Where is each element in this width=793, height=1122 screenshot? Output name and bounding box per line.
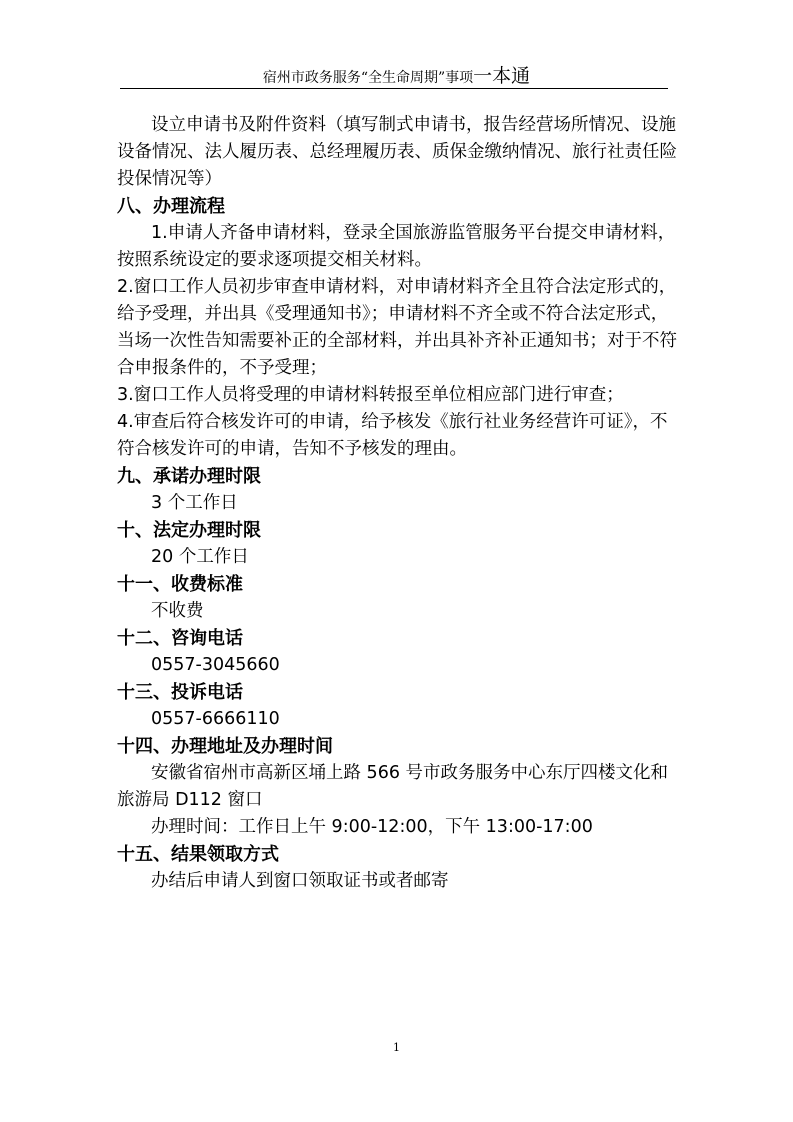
document-body xyxy=(117,112,677,895)
section-13-title: 十三、投诉电话 xyxy=(117,682,243,703)
section-8-title: 八、办理流程 xyxy=(117,196,225,217)
process-step-4: 4.审查后符合核发许可的申请，给予核发《旅行社业务经营许可证》，不符合核发许可的申请，告知不予核发的理由。 xyxy=(117,412,668,459)
process-step-1: 1.申请人齐备申请材料，登录全国旅游监管服务平台提交申请材料，按照系统设定的要求逐项提交相关材料。 xyxy=(117,223,676,270)
section-14-title: 十四、办理地址及办理时间 xyxy=(117,736,333,757)
section-10-title: 十、法定办理时限 xyxy=(117,520,261,541)
intro-paragraph: 设立申请书及附件资料（填写制式申请书，报告经营场所情况、设施设备情况、法人履历表、总经理履历表、质保金缴纳情况、旅行社责任险投保情况等） xyxy=(117,115,677,189)
header-divider xyxy=(120,88,668,89)
fee-standard: 不收费 xyxy=(151,601,204,621)
promised-time-limit: 3 个工作日 xyxy=(151,493,238,513)
header-title-tail: 一本通 xyxy=(473,65,531,87)
result-collection: 办结后申请人到窗口领取证书或者邮寄 xyxy=(151,871,449,891)
process-step-3: 3.窗口工作人员将受理的申请材料转报至单位相应部门进行审查； xyxy=(117,385,624,405)
section-15-title: 十五、结果领取方式 xyxy=(117,844,279,865)
page-number: 1 xyxy=(393,1041,400,1054)
office-address: 安徽省宿州市高新区埇上路 566 号市政务服务中心东厅四楼文化和旅游局 D112 窗口 xyxy=(117,763,669,810)
consult-phone: 0557-3045660 xyxy=(151,655,280,675)
section-12-title: 十二、咨询电话 xyxy=(117,628,243,649)
section-11-title: 十一、收费标准 xyxy=(117,574,243,595)
section-9-title: 九、承诺办理时限 xyxy=(117,466,261,487)
legal-time-limit: 20 个工作日 xyxy=(151,547,249,567)
office-hours: 办理时间：工作日上午 9:00-12:00，下午 13:00-17:00 xyxy=(151,817,593,837)
page-header xyxy=(0,61,793,88)
complaint-phone: 0557-6666110 xyxy=(151,709,280,729)
process-step-2: 2.窗口工作人员初步审查申请材料，对申请材料齐全且符合法定形式的，给予受理，并出具《受理通知书》；申请材料不齐全或不符合法定形式，当场一次性告知需要补正的全部材料，并出具补齐补正通知书；对于不符合申报条件的，不予受理； xyxy=(117,277,677,378)
header-title: 宿州市政务服务“全生命周期”事项 xyxy=(262,70,474,86)
